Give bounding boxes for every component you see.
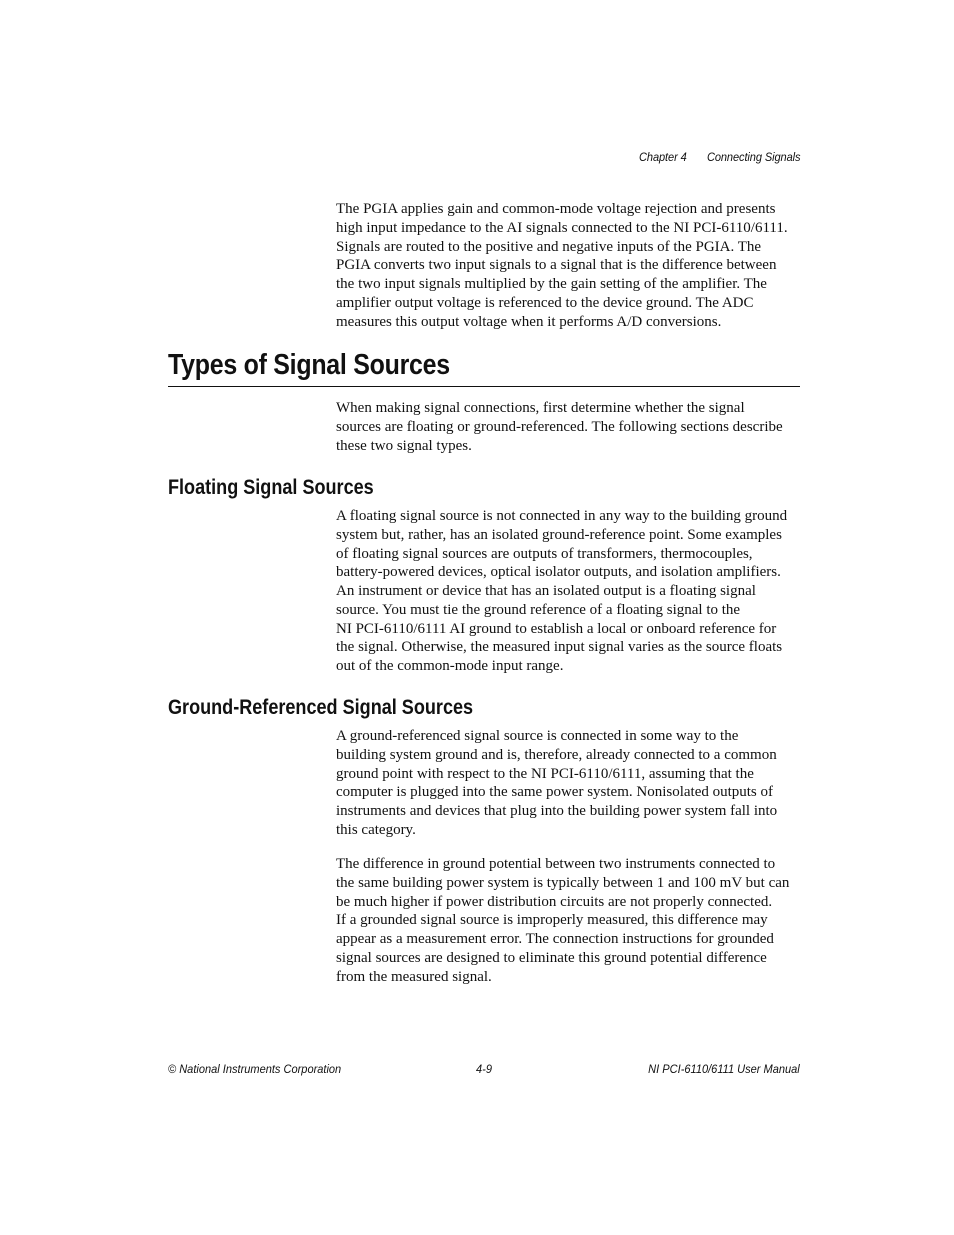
header-chapter: Chapter 4 bbox=[638, 150, 687, 164]
text-line: A floating signal source is not connected in any way to the building ground bbox=[336, 508, 788, 524]
text-line: measures this output voltage when it performs A/D conversions. bbox=[336, 313, 722, 330]
footer-manual-title: NI PCI-6110/6111 User Manual bbox=[648, 1062, 800, 1076]
text-line: this category. bbox=[336, 821, 416, 838]
text-line: An instrument or device that has an isolated output is a floating signal bbox=[336, 583, 756, 599]
footer-copyright: © National Instruments Corporation bbox=[168, 1062, 342, 1076]
running-header bbox=[639, 150, 800, 164]
section-heading bbox=[168, 346, 800, 387]
ground-referenced-paragraph-2 bbox=[336, 855, 802, 986]
text-line: appear as a measurement error. The connection instructions for grounded bbox=[336, 931, 774, 947]
ground-referenced-heading: Ground-Referenced Signal Sources bbox=[168, 696, 474, 719]
text-line: system but, rather, has an isolated ground-reference point. Some examples bbox=[336, 526, 782, 543]
section-heading-text: Types of Signal Sources bbox=[168, 349, 450, 381]
text-line: the signal. Otherwise, the measured input signal varies as the source floats bbox=[336, 639, 783, 656]
text-line: from the measured signal. bbox=[336, 968, 492, 985]
intro-paragraph bbox=[336, 200, 802, 331]
text-line: Signals are routed to the positive and negative inputs of the PGIA. The bbox=[336, 238, 762, 255]
text-line: sources are floating or ground-referenced. The following sections describe bbox=[336, 418, 783, 435]
floating-paragraph bbox=[336, 507, 802, 676]
text-line: A ground-referenced signal source is connected in some way to the bbox=[336, 728, 739, 744]
text-line: signal sources are designed to eliminate this ground potential difference bbox=[336, 949, 767, 966]
text-line: When making signal connections, first determine whether the signal bbox=[336, 400, 745, 416]
floating-heading: Floating Signal Sources bbox=[168, 476, 374, 499]
text-line: amplifier output voltage is referenced to the device ground. The ADC bbox=[336, 294, 754, 311]
text-line: computer is plugged into the same power system. Nonisolated outputs of bbox=[336, 784, 774, 801]
text-line: NI PCI-6110/6111 AI ground to establish a local or onboard reference for bbox=[336, 620, 777, 637]
text-line: high input impedance to the AI signals connected to the NI PCI-6110/6111. bbox=[336, 219, 788, 236]
text-line: instruments and devices that plug into the building power system fall into bbox=[336, 803, 778, 819]
text-line: If a grounded signal source is improperly measured, this difference may bbox=[336, 912, 768, 929]
footer-page-number: 4-9 bbox=[476, 1062, 492, 1076]
text-line: The difference in ground potential between two instruments connected to bbox=[336, 856, 776, 872]
text-line: battery-powered devices, optical isolator outputs, and isolation amplifiers. bbox=[336, 564, 781, 581]
text-line: of floating signal sources are outputs of transformers, thermocouples, bbox=[336, 545, 753, 562]
text-line: building system ground and is, therefore, already connected to a common bbox=[336, 746, 777, 763]
text-line: PGIA converts two input signals to a signal that is the difference between bbox=[336, 257, 777, 274]
ground-referenced-paragraph-1 bbox=[336, 727, 802, 840]
text-line: these two signal types. bbox=[336, 437, 472, 454]
text-line: be much higher if power distribution circuits are not properly connected. bbox=[336, 893, 773, 910]
text-line: the two input signals multiplied by the gain setting of the amplifier. The bbox=[336, 276, 767, 292]
text-line: source. You must tie the ground reference of a floating signal to the bbox=[336, 601, 741, 618]
section-intro-paragraph bbox=[336, 399, 802, 455]
text-line: out of the common-mode input range. bbox=[336, 658, 564, 674]
header-section: Connecting Signals bbox=[706, 150, 800, 164]
text-line: the same building power system is typically between 1 and 100 mV but can bbox=[336, 874, 790, 891]
text-line: ground point with respect to the NI PCI-6110/6111, assuming that the bbox=[336, 765, 754, 782]
text-line: The PGIA applies gain and common-mode voltage rejection and presents bbox=[336, 201, 776, 217]
